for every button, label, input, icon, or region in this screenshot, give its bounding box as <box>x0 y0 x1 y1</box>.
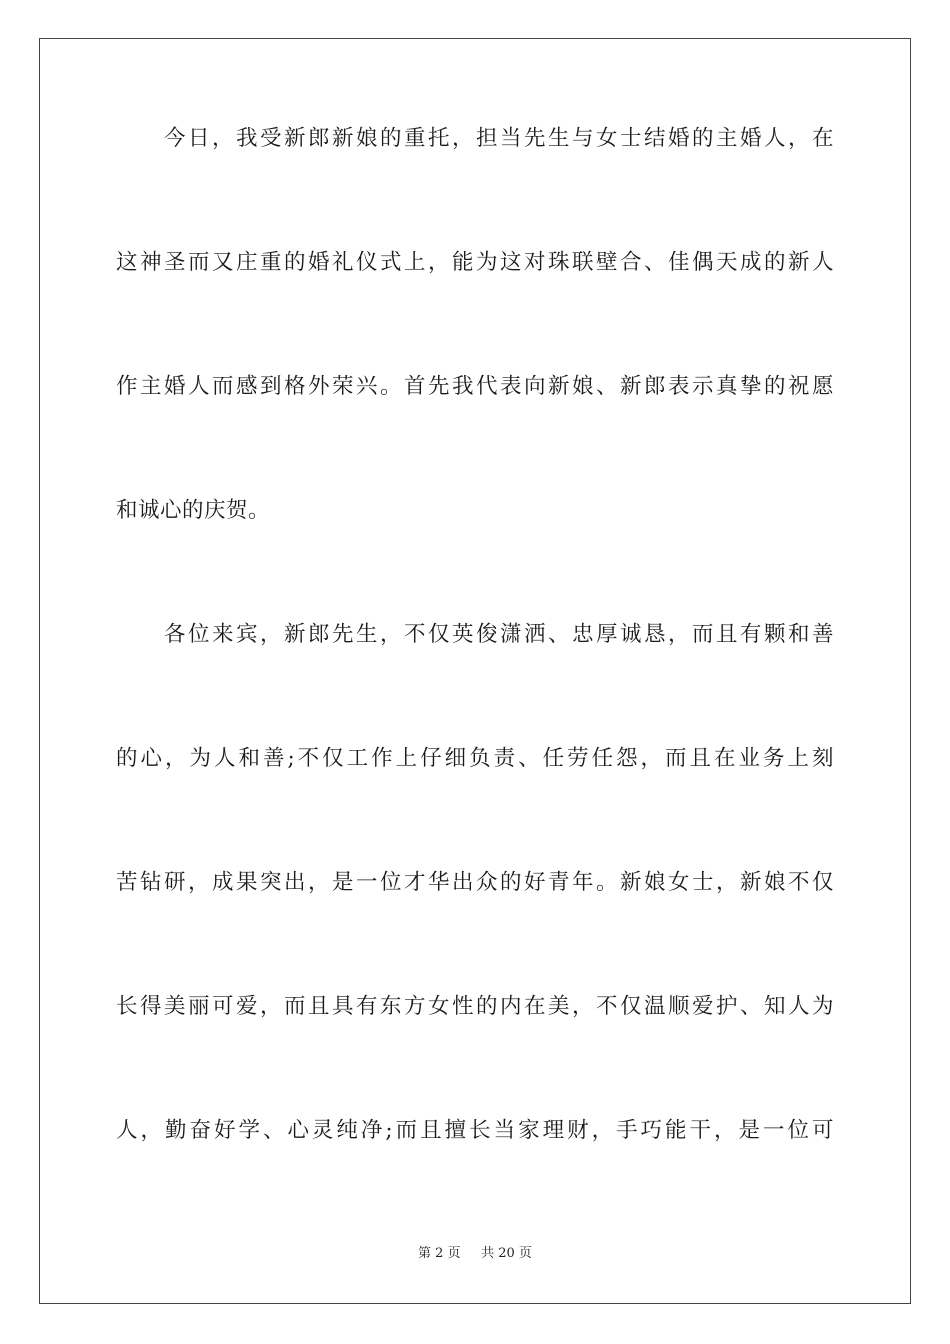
text-line-4: 和诚心的庆贺。 <box>116 498 271 523</box>
text-line-1: 今日，我受新郎新娘的重托，担当先生与女士结婚的主婚人，在 <box>116 126 834 151</box>
text-line-6: 的心，为人和善;不仅工作上仔细负责、任劳任怨，而且在业务上刻 <box>116 746 834 771</box>
text-line-3: 作主婚人而感到格外荣兴。首先我代表向新娘、新郎表示真挚的祝愿 <box>116 374 834 399</box>
page-footer <box>0 1242 950 1261</box>
page-total: 共 20 页 <box>481 1246 532 1261</box>
text-line-8: 长得美丽可爱，而且具有东方女性的内在美，不仅温顺爱护、知人为 <box>116 994 834 1019</box>
page-number: 第 2 页 <box>418 1246 461 1261</box>
text-line-9: 人，勤奋好学、心灵纯净;而且擅长当家理财，手巧能干，是一位可 <box>116 1118 834 1143</box>
document-body <box>116 108 834 1224</box>
text-line-5: 各位来宾，新郎先生，不仅英俊潇洒、忠厚诚恳，而且有颗和善 <box>116 622 834 647</box>
text-line-2: 这神圣而又庄重的婚礼仪式上，能为这对珠联壁合、佳偶天成的新人 <box>116 250 834 275</box>
text-line-7: 苦钻研，成果突出，是一位才华出众的好青年。新娘女士，新娘不仅 <box>116 870 834 895</box>
